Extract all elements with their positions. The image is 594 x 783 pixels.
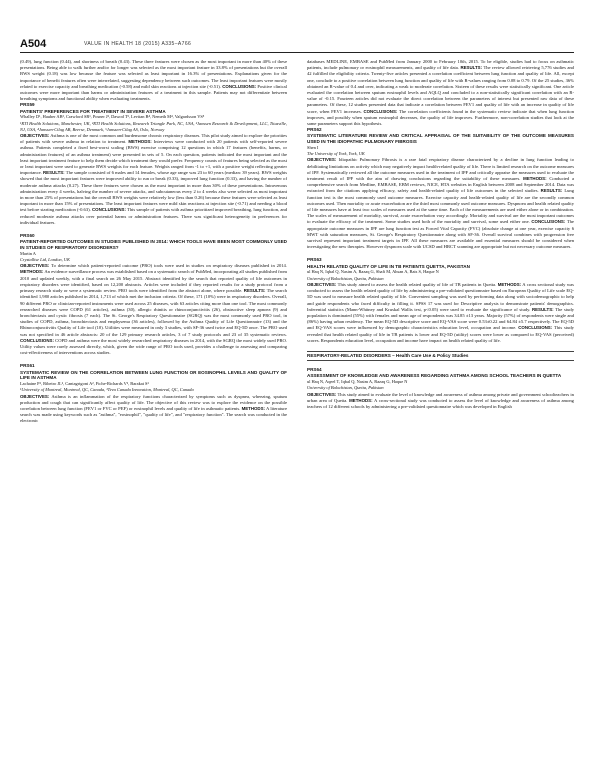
- abstract-body: [307, 282, 574, 344]
- abstract: [20, 363, 287, 424]
- section-text: A cross-sectional study was conducted to assess the level of knowledge and awareness of asthma among teachers of 12 different schools by administering a pre-validated questionnaire which was developed in English: [307, 397, 574, 409]
- abstract-body: [20, 133, 287, 226]
- continuation-text: databases MEDLINE, EMBASE and PubMed from January 2000 to February 10th, 2015. To be eligible, studies had to focus on asthmatic patients, include pulmonary or eosinophil measurements, and quality of life data.: [307, 59, 574, 71]
- section-text: Conducted a comprehensive search from Medline, EMBASE, EBM reviews, NICE, HTA websites in English between 2008 and September 2014. Data was extracted from the citations applying efficacy, safety and health-related quality of life outcomes in the selected studies.: [307, 176, 575, 194]
- section-label: OBJECTIVES:: [20, 393, 50, 399]
- section-text: COPD and asthma were the most widely researched respiratory diseases in 2014, with the SGRQ the most widely used PRO. Utility values were rarely assessed directly, which, given the wide range of PRO tools used, provides a challenge to assessing and comparing cost-effectiveness of interventions across studies.: [20, 337, 287, 356]
- section-text: The sample consisted of 6 males and 14 females, whose age range was 23 to 60 years (median: 39 years). BWS weights showed that the most important features were improved ability to run or break (0.33), improved lung function (0.33), and having the number of moderate asthma attacks (0.27). These three features were chosen as the most important in more than 30% of these presentations. Intravenous administration every 4 weeks, halving the number of severe attacks, and subcutaneous every 2 to 4 weeks also were selected as most important in more than 25% of presentations but the overall BWS weights were relatively low (less than 0.26) because these features were selected as least important in more than 15% of presentations. The least important features were mild skin reactions at injection site (-0.71) and needing a blood test before starting medication (-0.63).: [20, 170, 287, 213]
- section-label: OBJECTIVES:: [20, 263, 50, 269]
- section-text: Interviews were conducted with 20 patients with self-reported severe asthma. Patients completed a fixed best-worst scaling (BWS) exercise comprising 12 questions in which 17 features (benefits, harms, or administration features) of an asthma treatment) were presented in sets of 5. On each question, patients indicated the most important and the least important treatment feature to help them decide which treatment they would prefer. Frequency counts of features being selected as the most or least important were used to generate BWS weights for each feature. Weights ranged from -1 to +1, with a positive weight reflecting greater importance.: [20, 139, 288, 176]
- abstract-body: [20, 263, 287, 356]
- abstract-title: SYSTEMATIC LITERATURE REVIEW AND CRITICAL APPRAISAL OF THE SUITABILITY OF THE OUTCOME MEASURES USED IN THE IDIOPATHIC PULMONARY FIBROSIS: [307, 133, 574, 145]
- abstract: [307, 367, 574, 410]
- section-label: METHODS:: [128, 139, 152, 145]
- abstract-affiliations: ¹University of Montreal, Montreal, QC, Canada, ²Teva Canada Innovation, Montreal, QC, Canada: [20, 387, 194, 393]
- abstract-authors: ul Haq N, Iqbal Q, Nasim A, Razaq G, Shafi M, Ahsan A, Bais S, Haque N: [307, 269, 439, 275]
- section-label: CONCLUSIONS:: [92, 207, 126, 213]
- running-title: VALUE IN HEALTH 18 (2015) A335–A766: [84, 41, 192, 47]
- section-heading: RESPIRATORY-RELATED DISORDERS – Health Care Use & Policy Studies: [307, 351, 574, 361]
- abstract-id: PRS64: [307, 367, 322, 373]
- abstract-affiliations: ¹RTI Health Solutions, Manchester, UK, ²RTI Health Solutions, Research Triangle Park, NC, USA, ³Janssen Research & Development, LLC, Titusville, NJ, USA, ⁴Janssen-Cilag AB, Beerse, Denmark, ⁵Janssen-Cilag AS, Oslo, Norway: [20, 120, 287, 132]
- abstract: [307, 127, 574, 250]
- abstract-authors: Lachaine P¹, Ribeiro JL², Cantagrigoni A², Fiche-Richards V², Barakat S³: [20, 381, 149, 387]
- section-text: A literature search was made using keywords such as "asthma", "eosinophil", "quality of life", and "respiratory function". The search was conducted in the electronic: [20, 405, 287, 424]
- abstract-authors: Whalley D¹, Hauber AB², Crawford SR¹, Posner J², Dawod T³, Levitan B⁴, Nemeth M⁴, Valgardsson VS⁵: [20, 114, 205, 120]
- abstract: [20, 233, 287, 356]
- section-label: METHODS:: [349, 397, 373, 403]
- abstract-affiliations: University of Balochistan, Quetta, Pakistan: [307, 275, 384, 281]
- left-column: [20, 59, 287, 432]
- conclusions-label: CONCLUSIONS:: [222, 83, 257, 89]
- section-text: A cross sectional study was conducted to assess the health related quality of life by administering a pre-validated questionnaire based on European Quality of Life scale EQ-5D was used to measure health related quality of life. Convenient sampling was used by performing data along with sociodemographic to help and guide respondents who faced difficulty in filling it. SPSS 17 was used for Descriptive analysis to demonstrate patients' demographics. Inferential statistics (Mann-Whitney and Kruskal Wallis test, p<0.05) were used to evaluate the significance of study.: [307, 281, 574, 312]
- abstract-authors: Martin A: [20, 250, 36, 256]
- section-text: The review allowed retrieving 5,776 studies and 42 fulfilled the eligibility criteria. Twenty-five articles presented a correlation coefficient between lung function and quality of life. All, except one, conclude to a positive correlation between lung function and quality of life with R-values ranging from 0.08 to 0.79. Of the 25 studies, 36% obtained an R-value of 0.4 and over, indicating a weak to moderate correlation. Sixteen of these results were statistically significant. One article evaluated the correlation between sputum eosinophil levels and AQLQ and concluded to a non-statistically significant correlation with an R-value of -0.15. Fourteen articles did not evaluate the direct correlation between the parameters of interest but presented raw data of these parameters. Of these, 12 studies presented data that indicate a correlation between FEV1 and quality of life with an increase in quality of life score, when FEV1 increases.: [307, 65, 574, 114]
- section-text: The study population is dominated (55%) with females and mean age of respondents was 34.85 ±13 years. Majority (57%) of respondents were single and (86%) having urban residency. The mean EQ-5D descriptive score and EQ-VAS score were 0.53±0.22 and 64.84 ±5.7 respectively. The EQ-5D and EQ-VAS scores were influenced by demographic characteristics education level, occupation and income.: [307, 306, 574, 331]
- section-label: OBJECTIVES:: [307, 391, 337, 397]
- abstract-affiliations: University of Balochistan, Quetta, Pakistan: [307, 385, 384, 391]
- section-text: The search identified 1,980 articles published in 2014, 1,713 of which met the inclusion criteria. Of these, 171 (10%) were in respiratory disorders. Overall, 90 different PRO or clinician-reported instruments were used across 25 diseases, with 63 articles citing more than one tool. The most commonly researched diseases were COPD (61 articles), asthma (30), allergic rhinitis or rhinoconjunctivitis (26), obstructive sleep apnoea (9) and bronchiectasis and cystic fibrosis (7 each). The St. George's Respiratory Questionnaire (SGRQ) was the most commonly used PRO tool, in studies of COPD, asthma, bronchiectasis and emphysema (36 articles), followed by the Asthma Quality of Life Questionnaire (13) and the Rhinoconjunctivitis Quality of Life tool (10). Utilities were measured in only 3 studies, with SF-36 used twice and EQ-5D once. The PRO used was not specified in 46 article abstracts: 20 of the 129 primary research articles, 3 of 7 study protocols and 23 of 35 systematic reviews.: [20, 288, 287, 337]
- abstract-affiliations: Crystallise Ltd, London, UK: [20, 257, 70, 263]
- abstract-body: [307, 392, 574, 411]
- abstract-title: ASSESSMENT OF KNOWLEDGE AND AWARENESS REGARDING ASTHMA AMONG SCHOOL TEACHERS IN QUETTA: [307, 373, 562, 379]
- abstract-id: PRS60: [20, 233, 35, 239]
- section-label: METHODS:: [241, 405, 265, 411]
- section-label: CONCLUSIONS:: [531, 219, 566, 225]
- abstract-id: PRS59: [20, 102, 35, 108]
- section-label: OBJECTIVES:: [307, 281, 337, 287]
- section-label: METHODS:: [523, 176, 547, 182]
- section-label: CONCLUSIONS:: [20, 337, 54, 343]
- abstract-title: PATIENTS' PREFERENCES FOR TREATMENT IN SEVERE ASTHMA: [20, 108, 166, 114]
- header-rule: [20, 52, 574, 53]
- right-column: [307, 59, 574, 417]
- continuation-text: (0.49), lung function (0.44), and shortness of breath (0.43). These three features were chosen as the most important in more than 40% of these presentations. Being able to walk further and/or for longer was selected as the most important feature in 33.8% of presentations but the overall BWS weight (0.18) was low because the feature was selected as least important in 16.3% of presentations. Explanations given for the importance of benefit features often were interrelated, suggesting dependency between such outcomes. The least important features were mostly related to exercise capacity and breathing medication (-0.58) and mild skin reactions at injection site (-0.51).: [20, 59, 287, 89]
- section-label: RESULTS:: [243, 288, 266, 294]
- section-label: RESULTS:: [43, 170, 65, 176]
- section-text: An evidence surveillance process was established based on a systematic search of PubMed, incorporating all studies published from 2010 and updated weekly, with a final search on 26 May 2015. Abstract identified by the search that reported quality of life outcomes in respiratory disorders were identified, based on 12,200 abstracts. Articles were included if they reported results for a study protocol from a primary research study or were a systematic review. PRO tools were identified from the abstract alone, where possible.: [20, 269, 287, 294]
- section-text: The appropriate outcome measures in IPF are lung function test as Forced Vital Capacity (FVC) (absolute change at one year, exercise capacity 6 MWT with saturation measures, St. George's Respiratory Questionnaire along with SF-36. Overall survival combines with progression free survival represent important treatment targets in IPF. All these measures are available and essential measures should be considered when investigating the new therapies. However dyspnoea scale with UCSD and HRCT scanning are appropriate but not necessary outcome measures.: [307, 219, 574, 250]
- conclusions-text: Positive clinical outcomes were more important than harms or administration features of a treatment in this sample. Patients may not differentiate between breathing symptoms and functional ability when evaluating treatments.: [20, 83, 287, 102]
- abstract-id: PRS63: [307, 257, 322, 263]
- section-text: This study aimed to evaluate the level of knowledge and awareness of asthma among private and government schoolteachers in urban area of Quetta.: [307, 391, 574, 403]
- abstract: [20, 102, 287, 226]
- abstract-body: [307, 157, 574, 250]
- section-text: To determine which patient-reported outcome (PRO) tools were used in studies on respiratory diseases published in 2014.: [51, 263, 287, 269]
- section-label: CONCLUSIONS:: [363, 108, 398, 114]
- section-label: RESULTS:: [531, 306, 554, 312]
- section-text: Asthma is one of the most common and burdensome chronic respiratory diseases. This pilot study aimed to explore the priorities of patients with severe asthma in relation to treatment.: [20, 133, 287, 145]
- section-label: RESULTS:: [460, 65, 483, 71]
- section-text: Lung function test is the most commonly used outcome measures. Exercise capacity and health-related quality of life are the secondly common outcomes used. Then mortality or acute exacerbation are the third most commonly used outcome measures. Dyspnoea and health related quality of life measures have at least two scales of measures used at the same time. Each of the measurements are used either alone or in combination. The scales of measurement of mortality, survival, acute exacerbation vary accordingly. Mortality and survival are the most important outcomes to evaluate the efficacy of the treatment. Some studies used both of the mortality and survival, some used either one.: [307, 188, 575, 225]
- abstract-title: PATIENT-REPORTED OUTCOMES IN STUDIES PUBLISHED IN 2014: WHICH TOOLS HAVE BEEN MOST COMMONLY USED IN STUDIES OF RESPIRATORY DISORDERS?: [20, 239, 287, 251]
- section-label: OBJECTIVES:: [20, 133, 50, 139]
- section-text: The correlation coefficients found in the systematic review indicate that when lung function improves, and possibly when sputum eosinophil decreases, the quality of life improves. Furthermore, non-correlation studies that look at the same parameters support this hypothesis.: [307, 108, 574, 127]
- section-label: METHODS:: [20, 269, 44, 275]
- page-number: A504: [20, 38, 47, 50]
- continuation-paragraph: [307, 59, 574, 127]
- section-label: CONCLUSIONS:: [518, 325, 553, 331]
- abstract-id: PRS61: [20, 363, 35, 369]
- abstract-authors: ul Haq N, Aqeel T, Iqbal Q, Nasim A, Razaq G, Haque N: [307, 379, 408, 385]
- abstract-id: PRS62: [307, 127, 322, 133]
- section-text: This study aimed to assess the health related quality of life of TB patients in Quetta.: [337, 281, 497, 287]
- section-label: OBJECTIVES:: [307, 157, 337, 163]
- section-text: This study revealed that health related quality of life in TB patients is lower and EQ-5D (utility) scores were lower as compared to EQ-VAS (perceived) scores. Respondents education level, occupation and income have impact on health related quality of life.: [307, 325, 574, 343]
- section-text: This sample of patients with asthma prioritized improved breathing, lung function, and reduced moderate asthma attacks over potential harms or administration features. There was significant heterogeneity in preferences for individual features.: [20, 207, 287, 225]
- abstract-body: [20, 394, 287, 425]
- abstract: [307, 257, 574, 343]
- continuation-paragraph: [20, 59, 287, 102]
- section-text: Asthma is an inflammation of the respiratory functions characterized by symptoms such as dyspnea, wheezing, sputum production and cough that can significantly affect quality of life. The objective of this review was to explore the evidence on the possible correlation between lung function (FEV1 or FVC or PEF) or eosinophil levels and quality of life in asthmatic patients.: [20, 393, 287, 411]
- abstract-title: HEALTH RELATED QUALITY OF LIFE IN TB PATIENTS QUETTA, PAKISTAN: [307, 263, 470, 269]
- abstract-title: SYSTEMATIC REVIEW ON THE CORRELATION BETWEEN LUNG FUNCTION OR EOSINOPHIL LEVELS AND QUALITY OF LIFE IN ASTHMA: [20, 369, 287, 381]
- section-text: Idiopathic Pulmonary Fibrosis is a rare fatal respiratory disease characterized by a decline in lung function leading to debilitating limitations on activity which may negatively impact health-related quality of life. There is limited research on the outcome measures of IPF. Systematically reviewed all the outcome measures used in the treatment of IPF and critically appraise the measures used to evaluate the treatment result of IPF with the aim of drawing conclusions regarding the suitability of these measures.: [307, 157, 574, 182]
- abstract-affiliations: The University of York, York, UK: [307, 151, 365, 157]
- abstract-authors: Shen I: [307, 145, 319, 151]
- section-label: RESULTS:: [540, 188, 563, 194]
- section-label: METHODS:: [497, 281, 522, 287]
